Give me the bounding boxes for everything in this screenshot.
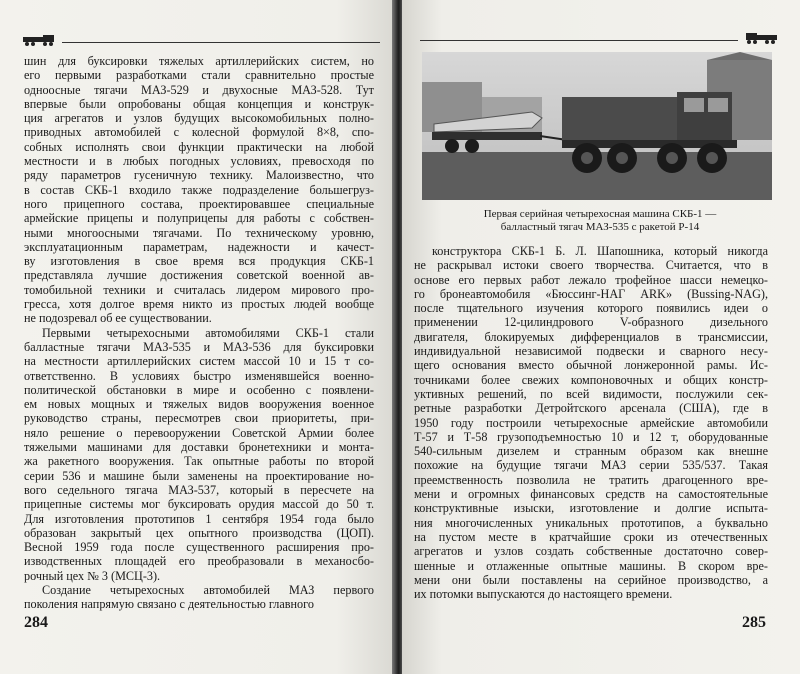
- text-line: тяжелыми машинами для доставки бронетехники и монта-: [24, 440, 374, 455]
- text-line: изводственных площадей его преобразовали в механосбо-: [24, 554, 374, 569]
- text-line: их потомки выпускаются до настоящего времени.: [414, 587, 673, 602]
- photo-maz-535-with-missile: [422, 52, 772, 200]
- paragraph: [24, 583, 374, 612]
- right-page-text: [414, 244, 768, 601]
- text-line: жа ракетного вооружения. Так опытные работы по второй: [24, 454, 374, 469]
- text-line: прицепные системы мог буксировать орудия массой до 50 т.: [24, 497, 374, 512]
- text-line: одноосные тягачи МАЗ-529 и двухосные МАЗ-528. Тут: [24, 82, 374, 97]
- paragraph: [24, 326, 374, 583]
- text-line: Создание четырехосных автомобилей МАЗ первого: [42, 582, 374, 597]
- caption-line: балластный тягач МАЗ-535 с ракетой Р-14: [500, 221, 700, 233]
- text-line: политической обстановки в мире и особенно с появлени-: [24, 382, 374, 397]
- text-line: 540-сильным дизелем и странным образом как внешне: [414, 444, 768, 459]
- page-number-left: 284: [24, 614, 48, 631]
- text-line: Т-57 и Т-58 грузоподъемностью 10 и 12 т, оборудованные: [414, 429, 768, 444]
- text-line: ция агрегатов и узлов будущих высокомобильных полно-: [24, 111, 374, 126]
- text-line: точниками более свежих компоновочных и общих констр-: [414, 372, 768, 387]
- text-line: впервые были опробованы общая концепция и конструк-: [24, 96, 374, 111]
- text-line: на пустом месте в кратчайшие сроки из отечественных: [414, 529, 768, 544]
- text-line: балластные тягачи МАЗ-535 и МАЗ-536 для буксировки: [24, 339, 374, 354]
- photo-caption: [410, 208, 790, 234]
- text-line: не раскрывал истоки своего творчества. Считается, что в: [414, 258, 768, 273]
- text-line: няло решение о перевооружении Советской Армии более: [24, 425, 374, 440]
- text-line: эксплуатационным параметрам, надежности и качест-: [24, 239, 374, 254]
- text-line: основе его первых работ лежало трофейное шасси немецко-: [414, 272, 768, 287]
- text-line: местности и в любых погодных условиях, превосходя по: [24, 154, 374, 169]
- text-line: ряду параметров гусеничную технику. Малоизвестно, что: [24, 168, 374, 183]
- text-line: мени и огромных финансовых средств на самостоятельные: [414, 487, 768, 502]
- text-line: вого седельного тягача МАЗ-537, который в пересчете на: [24, 482, 374, 497]
- text-line: гресса, хотя долгое время никто из простых людей вообще: [24, 297, 374, 312]
- text-line: ответственно. В условиях быстро изменявшейся военно-: [24, 368, 374, 383]
- text-line: в состав СКБ-1 входило также подразделение большегруз-: [24, 182, 374, 197]
- text-line: шенные и отлаженные опытные машины. В скором вре-: [414, 558, 768, 573]
- caption-line: Первая серийная четырехосная машина СКБ-1 —: [483, 208, 717, 220]
- text-line: ными многоосными тягачами. По техническому уровню,: [24, 225, 374, 240]
- page-number-right: 285: [742, 614, 766, 631]
- text-line: рочный цех № 3 (МСЦ-3).: [24, 568, 161, 583]
- text-line: представляла лучшие достижения советской военной ав-: [24, 268, 374, 283]
- text-line: 1950 году построили четырехосные армейские автомобили: [414, 415, 768, 430]
- truck-icon: [744, 32, 778, 44]
- text-line: его первыми разработками стали сравнительно простые: [24, 68, 374, 83]
- text-line: похожие на будущие тягачи МАЗ серии 535/537. Такая: [414, 458, 768, 473]
- text-line: собных исполнять свои функции практически на любой: [24, 139, 374, 154]
- text-line: шин для буксировки тяжелых артиллерийских систем, но: [24, 54, 374, 68]
- text-line: после тщательного изучения которого появились идеи о: [414, 301, 768, 316]
- paragraph: [414, 244, 768, 601]
- text-line: руководство страны, пересмотрев свои приоритеты, при-: [24, 411, 374, 426]
- text-line: образован закрытый цех опытного производства (ЦОП).: [24, 525, 374, 540]
- text-line: конструктивные изыски, изготовление и долгие испыта-: [414, 501, 768, 516]
- text-line: приводных автомобилей с колесной формулой 8×8, спо-: [24, 125, 374, 140]
- text-line: ем новых мощных и тяжелых видов вооружения военное: [24, 397, 374, 412]
- header-rule-left: [62, 42, 380, 43]
- text-line: уктивных решений, по всей видимости, послужили сек-: [414, 386, 768, 401]
- text-line: преемственность позволила не тратить драгоценного вре-: [414, 472, 768, 487]
- text-line: индивидуальной независимой подвески и сварного несу-: [414, 344, 768, 359]
- text-line: армейские прицепы и полуприцепы для работы с собствен-: [24, 211, 374, 226]
- paragraph: [24, 54, 374, 326]
- text-line: двигателя, блокируемых дифференциалов в трансмиссии,: [414, 329, 768, 344]
- text-line: ного прицепного состава, проектировавшее специальные: [24, 196, 374, 211]
- text-line: серии 536 и машине были заменены на проектирование но-: [24, 468, 374, 483]
- text-line: го бронеавтомобиля «Бюссинг-НАГ ARK» (Bussing-NAG),: [414, 286, 768, 301]
- text-line: Весной 1959 года после существенного расширения про-: [24, 540, 374, 555]
- text-line: ву изготовления в свое время вся продукция СКБ-1: [24, 254, 374, 269]
- text-line: конструктора СКБ-1 Б. Л. Шапошника, который никогда: [432, 244, 768, 258]
- text-line: ния многочисленных уникальных прототипов, а буквально: [414, 515, 768, 530]
- text-line: применении 12-цилиндрового V-образного дизельного: [414, 315, 768, 330]
- text-line: ретные разработки Детройтского арсенала (США), где в: [414, 401, 768, 416]
- text-line: не подозревал об ее существовании.: [24, 311, 212, 326]
- text-line: Первыми четырехосными автомобилями СКБ-1 стали: [42, 325, 374, 340]
- truck-icon: [22, 34, 56, 46]
- text-line: томобильной техники и считалась лидером мирового про-: [24, 282, 374, 297]
- left-page-text: [24, 54, 374, 612]
- text-line: мени они были поставлены на серийное производство, а: [414, 572, 768, 587]
- text-line: поколения напрямую связано с деятельностью главного: [24, 597, 314, 612]
- header-rule-right: [420, 40, 738, 41]
- text-line: на местности артиллерийских систем массой 10 и 15 т со-: [24, 354, 374, 369]
- text-line: агрегатов и узлов создать собственные достаточно совер-: [414, 544, 768, 559]
- text-line: Для изготовления прототипов 1 сентября 1954 года было: [24, 511, 374, 526]
- text-line: щего основания вместо обычной лонжеронной рамы. Ис-: [414, 358, 768, 373]
